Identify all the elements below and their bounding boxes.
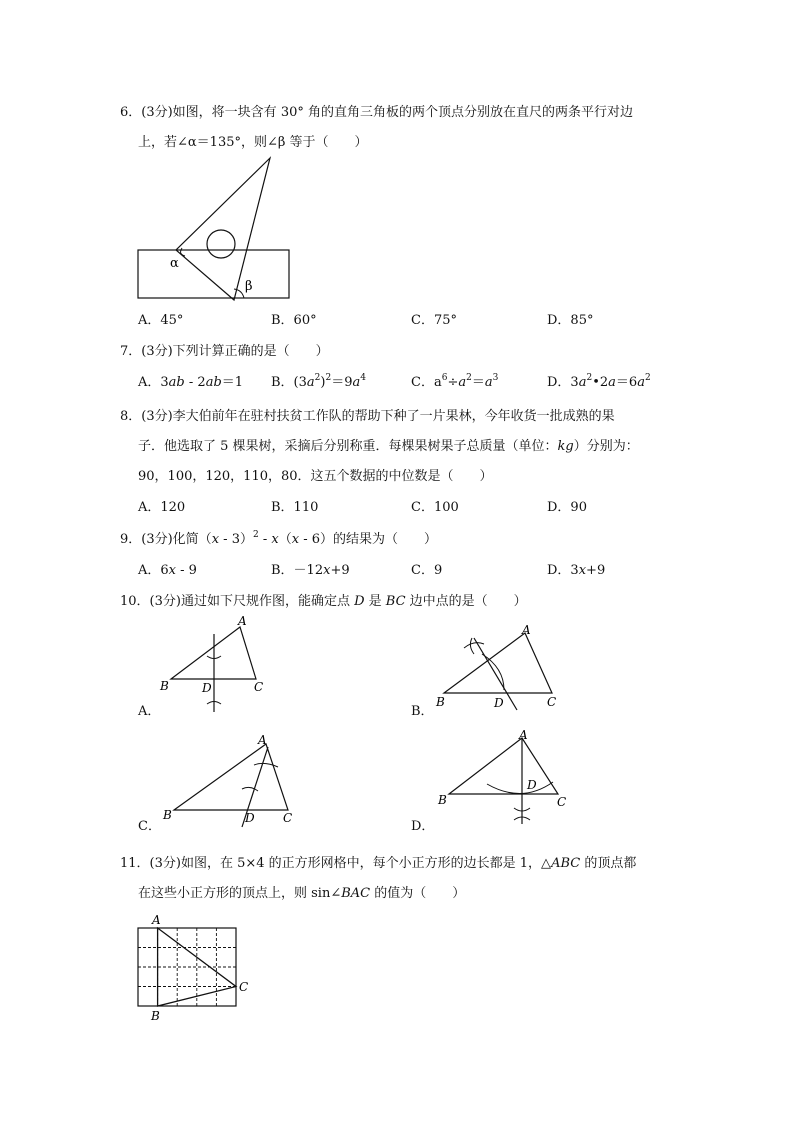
beta-label: β — [245, 279, 253, 294]
svg-text:A: A — [522, 623, 531, 637]
alpha-label: α — [170, 256, 179, 271]
q7-option-a[interactable]: A．3ab - 2ab＝1 — [138, 375, 244, 390]
ruler — [138, 250, 289, 298]
q9-option-d[interactable]: D．3x+9 — [547, 563, 606, 578]
svg-text:B: B — [163, 808, 172, 822]
q6-figure — [130, 150, 300, 310]
q10-option-c[interactable]: C． — [138, 819, 161, 834]
q8-option-b[interactable]: B．110 — [271, 500, 319, 515]
q9-stem: 9．(3分)化简（x - 3）$^2$ - x（x - 6）的结果为（ ） — [120, 530, 438, 547]
svg-text:B: B — [438, 793, 447, 807]
q9-option-c[interactable]: C．9 — [411, 563, 443, 578]
q11-stem-line2: 在这些小正方形的顶点上，则 sin∠BAC 的值为（ ） — [138, 886, 466, 901]
q8-option-d[interactable]: D．90 — [547, 500, 587, 515]
svg-text:A: A — [258, 733, 267, 747]
q10-option-d[interactable]: D． — [411, 819, 435, 834]
q7-stem: 7．(3分)下列计算正确的是（ ） — [120, 344, 329, 359]
set-square — [176, 158, 270, 300]
svg-text:D: D — [527, 778, 537, 792]
svg-text:D: D — [494, 696, 504, 710]
svg-text:C: C — [239, 980, 249, 994]
q11-stem-line1: 11．(3分)如图，在 5×4 的正方形网格中，每个小正方形的边长都是 1，△ABC 的顶点都 — [120, 856, 637, 871]
q8-option-c[interactable]: C．100 — [411, 500, 459, 515]
svg-text:B: B — [436, 695, 445, 709]
q9-option-a[interactable]: A．6x - 9 — [138, 563, 197, 578]
q10-option-b[interactable]: B． — [411, 704, 434, 719]
svg-text:C: C — [254, 680, 264, 694]
q8-stem-line1: 8．(3分)李大伯前年在驻村扶贫工作队的帮助下种了一片果林，今年收货一批成熟的果 — [120, 409, 615, 424]
q6-stem-line2: 上，若∠α＝135°，则∠β 等于（ ） — [138, 135, 368, 150]
q7-option-d[interactable]: D．$3a^2•2a=6a^2$ — [547, 373, 651, 390]
svg-text:A: A — [152, 913, 161, 927]
q6-stem-line1: 6．(3分)如图，将一块含有 30° 角的直角三角板的两个顶点分别放在直尺的两条平行对边 — [120, 105, 633, 120]
q10-figure-d[interactable] — [435, 728, 575, 830]
q6-option-a[interactable]: A．45° — [138, 313, 184, 328]
q11-grid-figure — [135, 912, 255, 1024]
q6-option-c[interactable]: C．75° — [411, 313, 457, 328]
q8-stem-line3: 90，100，120，110，80．这五个数据的中位数是（ ） — [138, 469, 493, 484]
q10-figure-c[interactable] — [160, 733, 300, 828]
q8-option-a[interactable]: A．120 — [138, 500, 186, 515]
set-square-hole — [207, 230, 235, 258]
q6-option-b[interactable]: B．60° — [271, 313, 317, 328]
q7-option-b[interactable]: B．$(3a^2)^2=9a^4$ — [271, 373, 366, 390]
svg-text:A: A — [519, 728, 528, 742]
q8-stem-line2: 子．他选取了 5 棵果树，采摘后分别称重．每棵果树果子总质量（单位：kg）分别为： — [138, 439, 639, 454]
svg-text:C: C — [547, 695, 557, 709]
q10-stem: 10．(3分)通过如下尺规作图，能确定点 D 是 BC 边中点的是（ ） — [120, 594, 527, 609]
q6-option-d[interactable]: D．85° — [547, 313, 594, 328]
svg-text:B: B — [151, 1009, 160, 1023]
q10-figure-b[interactable] — [432, 624, 567, 714]
q9-option-b[interactable]: B．－12x+9 — [271, 563, 350, 578]
q10-figure-a[interactable] — [155, 612, 275, 717]
svg-text:C: C — [557, 795, 567, 809]
svg-text:C: C — [283, 811, 293, 825]
svg-text:D: D — [245, 811, 255, 825]
q7-option-c[interactable]: C．$a^6\div a^2=a^3$ — [411, 373, 499, 390]
svg-text:D: D — [202, 681, 212, 695]
q10-option-a[interactable]: A． — [138, 704, 161, 719]
svg-text:A: A — [238, 614, 247, 628]
svg-text:B: B — [160, 679, 169, 693]
